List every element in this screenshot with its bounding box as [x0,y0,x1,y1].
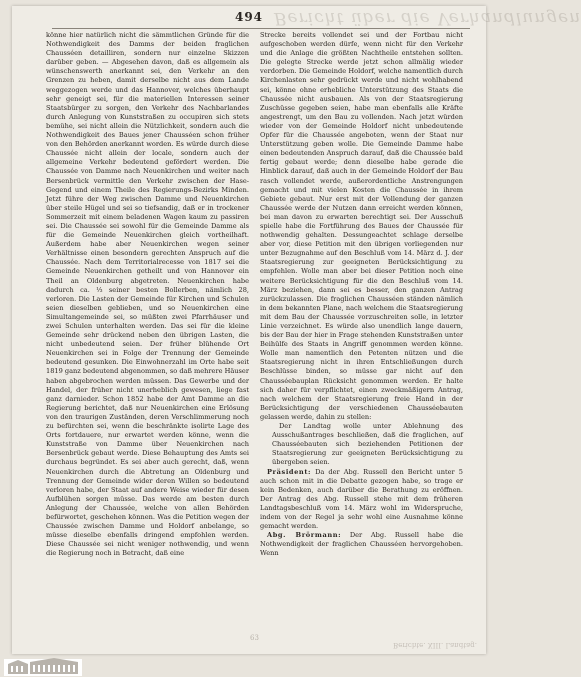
speech-text: Der Abg. Russell habe die Nothwendigkeit der fraglichen Chausséen hervorgehoben. Wenn [260,531,463,558]
document-page [12,6,581,654]
left-column [46,31,249,643]
bleed-through-header: Bericht über die Verhandlungen [274,8,581,28]
speaker-name: Abg. Brörmann: [267,531,342,540]
speech-paragraph [260,531,463,558]
motion-text: Der Landtag wolle unter Ablehnung des Ausschußantrages beschließen, daß die fraglichen, auf Chausséebauten sich beziehenden Petitionen der Staatsregierung zur geeigneten Berücksichtigung zu übergeben seien. [272,422,463,467]
bleed-through-footer: Berichte. XIII. Landtag. [393,641,477,649]
margin-number: 63 [250,634,259,642]
paragraph: Strecke bereits vollendet sei und der Fortbau nicht aufgeschoben werden dürfe, wenn nicht für den Verkehr und die Anlage die größten Nachtheile entstehen sollten. Die gelegte Strecke werde jetzt schon allmälig wieder verdorben. Die Gemeinde Holdorf, welche namentlich durch Kirchenlasten sehr gedrückt werde und nicht wohlhabend sei, könne ohne erhebliche Unterstützung des Staats die Chaussée nicht ausbauen. Als von der Staatsregierung Zuschüsse gegeben seien, habe man ebenfalls alle Kräfte angestrengt, um den Bau zu vollenden. Nach jetzt würden wieder von der Gemeinde Holdorf nicht unbedeutende Opfer für die Chaussée angeboten, wenn der Staat nur Unterstützung geben wolle. Die Gemeinde Damme habe einen bedeutenden Anspruch darauf, daß die Chaussée bald fertig gebaut werde; denn dieselbe habe gerade die Hinblick darauf, daß auch in der Gemeinde Holdorf der Bau rasch vollendet werde, außerordentliche Anstrengungen gemacht und mit vielen Kosten die Chaussée in ihrem Gebiete gebaut. Nur erst mit der Vollendung der ganzen Chaussée werde der Nutzen dann erreicht werden können, bei man davon zu erwarten berechtigt sei. Der Ausschuß spielle habe die Fortführung des Baues der Chaussée für nothwendig gehalten. Dessungeachtet schlage derselbe aber vor, diese Petition mit den übrigen vorliegenden nur unter Bezugnahme auf den Beschluß vom 14. März d. J. der Staatsregierung zur geeigneten Berücksichtigung zu empfehlen. Wolle man aber bei dieser Petition noch eine weitere Berücksichtigung für die den Beschluß vom 14. März beziehen, dann sei es besser, den ganzen Antrag zurückzulassen. Die fraglichen Chausséen ständen nämlich in dem bekannten Plane, nach welchem die Staatsregierung mit dem Bau der Chaussée vorzuschreiten solle, in letzter Linie verzeichnet. Es würde also unendlich lange dauern, bis der Bau der hier in Frage stehenden Kunststraßen unter Beihülfe des Staats in Angriff genommen werden könne. Wolle man namentlich den Petenten nützen und die Staatsregierung nicht in ihren Entschließungen durch Beschlüsse binden, so müsse gar nicht auf den Chausséebauplan Rücksicht genommen werden. Er halte sich daher für verpflichtet, einen zweckmäßigern Antrag, nach welchem der Staatsregierung freie Hand in der Berücksichtigung der verschiedenen Chausséebauten gelassen werde, dahin zu stellen: [260,31,463,421]
header-rule [52,28,470,29]
speech-paragraph [260,468,463,532]
library-building-logo [4,656,82,676]
right-column [260,31,463,643]
speech-text: Da der Abg. Russell den Bericht unter 5 auch schon mit in die Debatte gezogen habe, so trage er kein Bedenken, auch darüber die Berathung zu eröffnen. Der Antrag des Abg. Russell stehe mit dem früheren Landtagsbeschluß vom 14. März wohl im Widerspruche, indem von der Regel ja sehr wohl eine Ausnahme könne gemacht werden. [260,467,463,531]
page-number: 494 [234,10,264,24]
speaker-name: Präsident: [267,467,312,476]
paragraph: könne hier natürlich nicht die sämmtlichen Gründe für die Nothwendigkeit des Damms der beiden fraglichen Chausséen detailliren, sondern nur einzelne Skizzen darüber geben. — Abgesehen davon, daß es allgemein als wünschenswerth anerkannt sei, den Verkehr an den Grenzen zu heben, damit derselbe nicht aus dem Lande weggezogen werde und das Hannover, welches überhaupt sehr geneigt sei, für die materiellen Interessen seiner Staatsbürger zu sorgen, den Verkehr des Nachbarlandes durch Anlegung von Kunststraßen zu occupiren sich stets bemühe, sei nicht allein die Nützlichkeit, sondern auch die Nothwendigkeit des Baues jener Chausséen schon früher von den Behörden anerkannt worden. Es würde durch diese Chaussée nicht allein der locale, sondern auch der allgemeine Verkehr bedeutend gefördert werden. Die Chaussée von Damme nach Neuenkirchen und weiter nach Bersenbrück vermittle den Verkehr zwischen der Hase-Gegend und einem Theile des Regierungs-Bezirks Minden. Jetzt führe der Weg zwischen Damme und Neuenkirchen über steile Hügel und sei so tiefsandig, daß er in trockener Sommerzeit mit einem beladenen Wagen kaum zu passiren sei. Die Chaussée sei sowohl für die Gemeinde Damme als für die Gemeinde Neuenkirchen gleich vortheilhaft. Außerdem habe aber Neuenkirchen wegen seiner Verhältnisse einen besondern gerechten Anspruch auf die Chaussée. Nach dem Territorialrecesse von 1817 sei die Gemeinde Neuenkirchen getheilt und von Hannover ein Theil an Oldenburg abgetreten. Neuenkirchen habe dadurch ca. ⅓ seiner besten Bollerben, nämlich 28, verloren. Die Lasten der Gemeinde für Kirchen und Schulen seien dieselben geblieben, und so Neuenkirchen eine Simultangemeinde sei, so müßten zwei Pfarrhäuser und zwei Schulen unterhalten werden. Das sei für die kleine Gemeinde sehr drückend neben den übrigen Lasten, die nicht unbedeutend seien. Der früher blühende Ort Neuenkirchen sei in Folge der Trennung der Gemeinde bedeutend gesunken. Die Einwohnerzahl im Orte habe seit 1819 ganz bedeutend abgenommen, so daß mehrere Häuser haben abgebrochen werden müssen. Das Gewerbe und der Handel, der früher nicht unerheblich gewesen, liege fast ganz darnieder. Schon 1852 habe der Amt Damme an die Regierung berichtet, daß nur Neuenkirchen eine Erlösung von den traurigen Zuständen, deren Verschlimmerung noch zu befürchten sei, wenn die beschränkte isolirte Lage des Orts fortdauere, nur erwartet werden könne, wenn die Kunststraße von Damme über Neuenkirchen nach Bersenbrück gebaut werde. Diese Behauptung des Amts sei durchaus begründet. Es sei aber auch gerecht, daß, wenn Neuenkirchen durch die Abtretung an Oldenburg und Trennung der Gemeinde wider deren Willen so bedeutend verloren habe, der Staat auf andere Weise wieder für desen Aufblühen sorgen müsse. Das werde am besten durch Anlegung der Chaussée, welche von allen Behörden befürwortet, geschehen können. Was die Petition wegen der Chaussée zwischen Damme und Holdorf anbelange, so müsse dieselbe ebenfalls dringend empfohlen werden. Diese Chaussée sei nicht weniger nothwendig, und wenn die Regierung noch in Betracht, daß eine [46,31,249,558]
